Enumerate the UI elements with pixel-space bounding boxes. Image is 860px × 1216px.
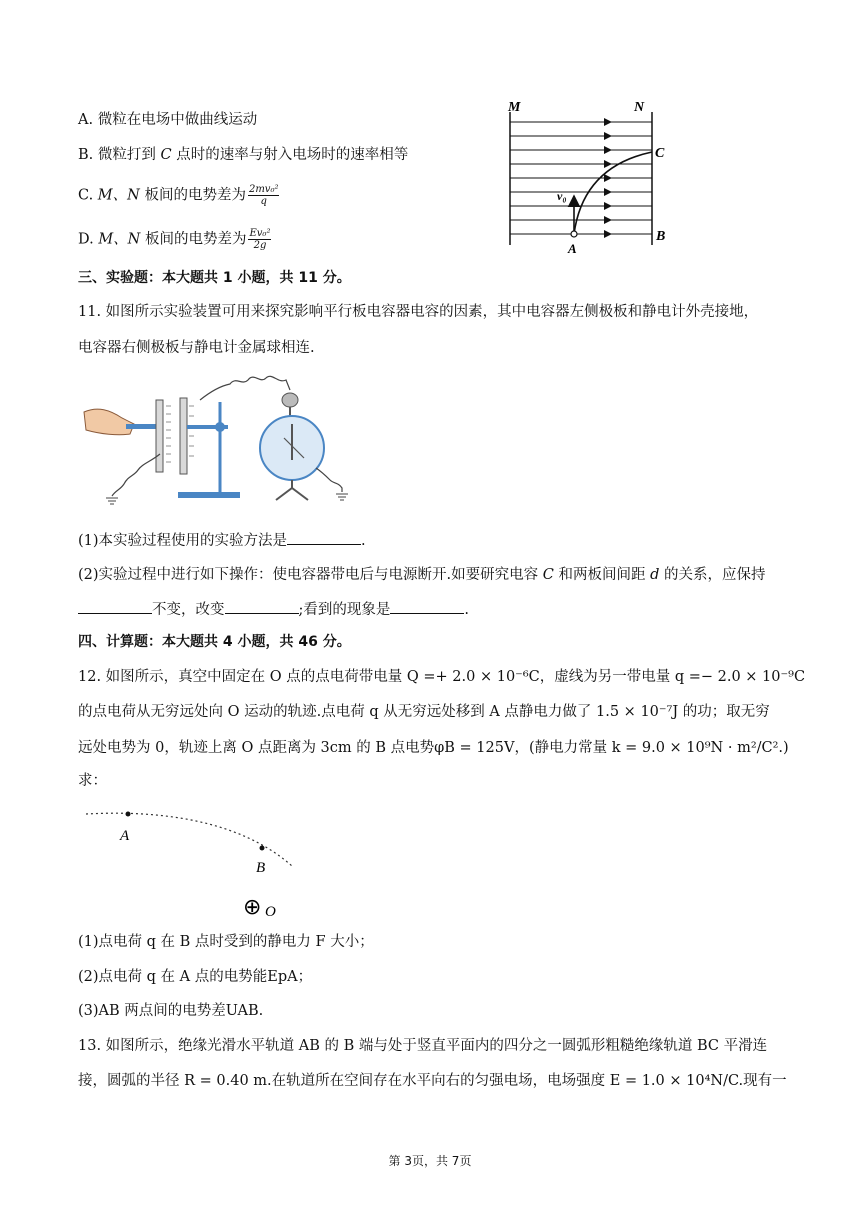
q11-line-1: 11. 如图所示实验装置可用来探究影响平行板电容器电容的因素，其中电容器左侧极板和静电计外壳接地，	[78, 304, 759, 320]
answer-blank-4[interactable]	[390, 599, 464, 614]
q10-option-a: A. 微粒在电场中做曲线运动	[78, 112, 258, 128]
q12-sub-1: (1)点电荷 q 在 B 点时受到的静电力 F 大小；	[78, 934, 374, 950]
answer-blank-2[interactable]	[78, 599, 152, 614]
section-4-heading: 四、计算题：本大题共 4 小题，共 46 分。	[78, 634, 351, 650]
label-c: C	[655, 146, 665, 161]
traj-label-b: B	[256, 860, 266, 876]
label-n: N	[634, 100, 645, 115]
q12-line-3: 远处电势为 0，轨迹上离 O 点距离为 3cm 的 B 点电势φB = 125V，(静电力常量 k = 9.0 × 10⁹N · m²/C².)	[78, 740, 789, 756]
q12-line-2: 的点电荷从无穷远处向 O 运动的轨迹.点电荷 q 从无穷远处移到 A 点静电力做了 1.5 × 10⁻⁷J 的功；取无穷	[78, 704, 770, 720]
q12-sub-2: (2)点电荷 q 在 A 点的电势能EpA；	[78, 969, 313, 985]
q11-line-2: 电容器右侧极板与静电计金属球相连.	[78, 340, 315, 356]
q12-line-1: 12. 如图所示，真空中固定在 O 点的点电荷带电量 Q =+ 2.0 × 10⁻⁶C，虚线为另一带电量 q =− 2.0 × 10⁻⁹C	[78, 669, 806, 685]
q10-option-b: B. 微粒打到 C 点时的速率与射入电场时的速率相等	[78, 147, 409, 163]
q12-sub-3: (3)AB 两点间的电势差UAB.	[78, 1003, 264, 1019]
section-3-heading: 三、实验题：本大题共 1 小题，共 11 分。	[78, 270, 351, 286]
q13-line-2: 接，圆弧的半径 R = 0.40 m.在轨道所在空间存在水平向右的匀强电场，电场强度 E = 1.0 × 10⁴N/C.现有一	[78, 1073, 787, 1089]
q12-line-4: 求：	[78, 773, 107, 789]
positive-charge-icon: ⊕	[243, 895, 262, 920]
trajectory-figure	[80, 800, 310, 925]
field-diagram	[500, 100, 690, 260]
q11-sub-1: (1)本实验过程使用的实验方法是 .	[78, 530, 366, 551]
label-v0: v₀	[557, 189, 567, 203]
traj-label-a: A	[120, 828, 130, 844]
label-m: M	[508, 100, 521, 115]
page-footer: 第 3页，共 7页	[388, 1154, 472, 1168]
q10-option-c: C. M、N 板间的电势差为 $\frac{\text{2mv₀²}}{q}$	[78, 184, 279, 207]
q10-option-d: D. M、N 板间的电势差为 $\frac{\text{Ev₀²}}{2g}$	[78, 228, 271, 251]
traj-label-o: O	[265, 904, 276, 920]
label-b: B	[656, 229, 666, 244]
q11-sub-2-line-2: 不变，改变 ;看到的现象是 .	[78, 599, 469, 620]
capacitor-apparatus-figure	[80, 372, 360, 507]
fraction-c: $\frac{\text{2mv₀²}}{q}$	[248, 184, 279, 207]
answer-blank-3[interactable]	[225, 599, 299, 614]
q13-line-1: 13. 如图所示，绝缘光滑水平轨道 AB 的 B 端与处于竖直平面内的四分之一圆弧形粗糙绝缘轨道 BC 平滑连	[78, 1038, 768, 1054]
answer-blank-1[interactable]	[287, 530, 361, 545]
label-a: A	[568, 241, 577, 256]
fraction-d: $\frac{\text{Ev₀²}}{2g}$	[249, 228, 271, 251]
q11-sub-2-line-1: (2)实验过程中进行如下操作：使电容器带电后与电源断开.如要研究电容 C 和两板间间距 d 的关系，应保持	[78, 567, 766, 583]
